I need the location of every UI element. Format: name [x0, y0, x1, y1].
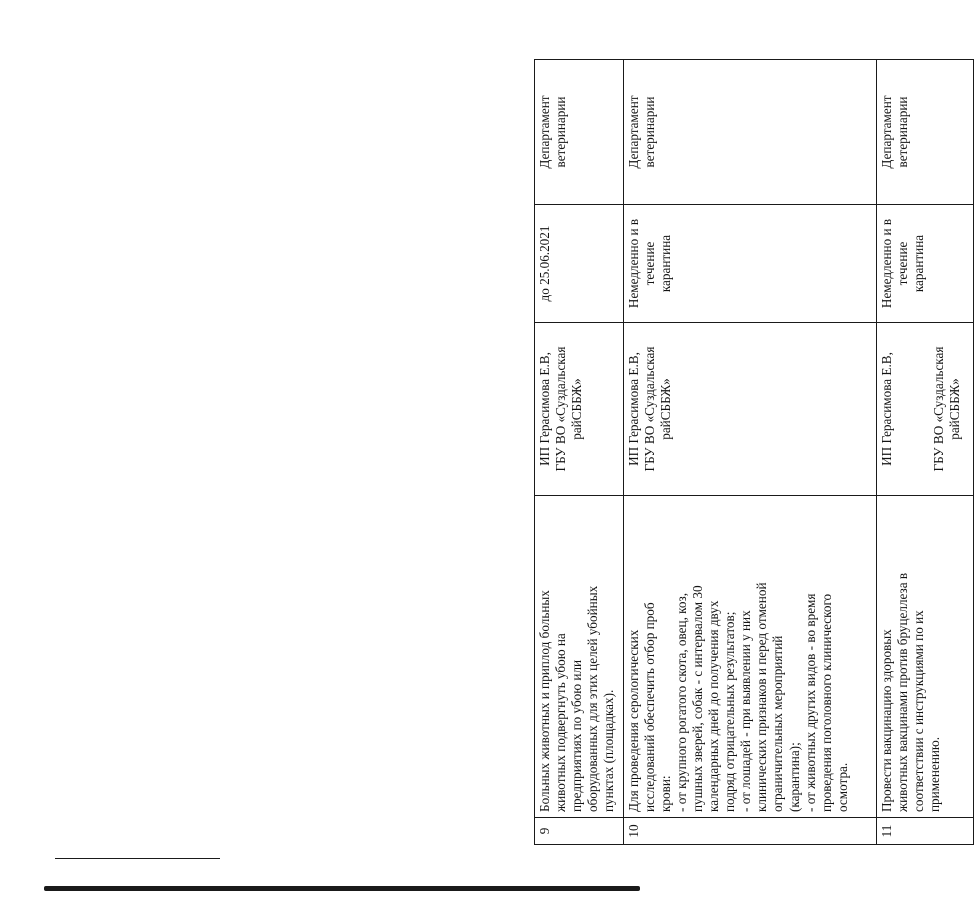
deadline-cell — [535, 205, 624, 323]
deadline-line: течение — [641, 241, 657, 286]
scan-page-edge — [44, 886, 640, 891]
responsible-line: ИП Герасимова Е.В, — [625, 352, 641, 466]
rotated-table-container — [534, 60, 974, 845]
text-line: исследований обеспечить отбор проб — [641, 602, 657, 812]
table-row — [876, 60, 973, 845]
responsible-line: ГБУ ВО «Суздальская — [641, 346, 657, 472]
responsible-cell — [876, 323, 973, 496]
text-line: осмотра. — [834, 762, 850, 812]
responsible-line: ГБУ ВО «Суздальская — [553, 346, 569, 472]
text-line: календарных дней до получения двух — [706, 600, 722, 812]
text-line: применению. — [926, 736, 942, 812]
table-row — [623, 60, 876, 845]
responsible-line: райСББЖ» — [657, 378, 673, 440]
deadline-line: карантина — [657, 234, 673, 293]
table-row — [535, 60, 624, 845]
row-number: 9 — [535, 818, 624, 845]
responsible-cell — [535, 323, 624, 496]
responsible-line: райСББЖ» — [569, 378, 585, 440]
control-cell — [535, 60, 624, 205]
text-line: животных вакцинами против бруцеллеза в — [894, 572, 910, 812]
row-number: 10 — [623, 818, 876, 845]
control-line: Департамент — [537, 95, 552, 169]
text-line: - от животных других видов - во время — [802, 593, 818, 812]
text-line: крови: — [657, 775, 673, 812]
measures-table — [534, 59, 974, 845]
deadline-cell — [876, 205, 973, 323]
measure-text — [623, 496, 876, 818]
responsible-line: ИП Герасимова Е.В, — [537, 352, 552, 466]
text-line: предприятиях по убою или — [569, 659, 585, 812]
deadline-line: карантина — [910, 234, 926, 293]
text-line: Провести вакцинацию здоровых — [878, 629, 894, 812]
text-line: проведения поголовного клинического — [818, 593, 834, 812]
measure-text — [876, 496, 973, 818]
control-cell — [623, 60, 876, 205]
measure-text — [535, 496, 624, 818]
responsible-line: райСББЖ» — [946, 378, 962, 440]
text-line: Для проведения серологических — [625, 629, 641, 812]
footnote-rule — [55, 858, 220, 859]
responsible-cell — [623, 323, 876, 496]
text-line: Больных животных и приплод больных — [537, 590, 552, 812]
text-line: оборудованных для этих целей убойных — [585, 585, 601, 812]
control-line: ветеринарии — [641, 96, 657, 168]
deadline-line: Немедленно и в — [625, 218, 641, 309]
control-line: ветеринарии — [553, 96, 569, 168]
text-line: (карантина); — [786, 742, 802, 812]
deadline-line: Немедленно и в — [878, 218, 894, 309]
responsible-line: ГБУ ВО «Суздальская — [930, 346, 946, 472]
text-line: пунктах (площадках). — [601, 689, 617, 812]
text-line: - от лошадей - при выявлении у них — [738, 610, 754, 812]
control-cell — [876, 60, 973, 205]
text-line: клинических признаков и перед отменой — [754, 582, 770, 812]
deadline-line: до 25.06.2021 — [537, 225, 552, 302]
control-line: Департамент — [878, 95, 894, 169]
text-line: подряд отрицательных результатов; — [722, 611, 738, 812]
text-line: ограничительных мероприятий — [770, 635, 786, 812]
control-line: ветеринарии — [894, 96, 910, 168]
text-line: - от крупного рогатого скота, овец, коз, — [673, 593, 689, 812]
text-line: соответствии с инструкциями по их — [910, 610, 926, 812]
deadline-cell — [623, 205, 876, 323]
text-line: пушных зверей, собак - с интервалом 30 — [689, 585, 705, 812]
responsible-line: ИП Герасимова Е.В, — [878, 352, 894, 466]
row-number: 11 — [876, 818, 973, 845]
control-line: Департамент — [625, 95, 641, 169]
deadline-line: течение — [894, 241, 910, 286]
text-line: животных подвергнуть убою на — [553, 633, 569, 812]
